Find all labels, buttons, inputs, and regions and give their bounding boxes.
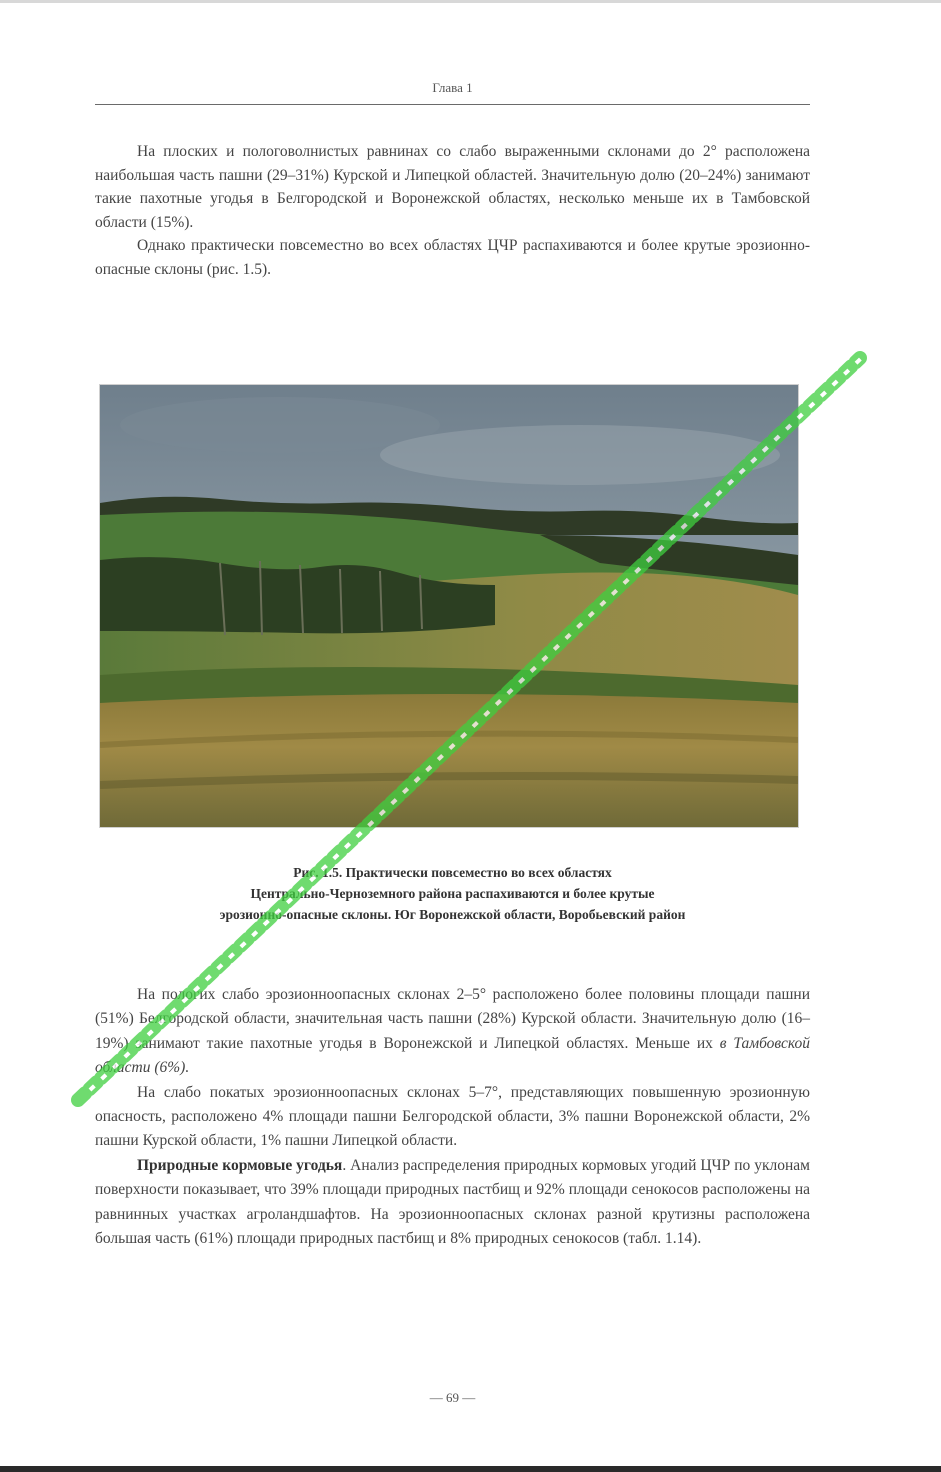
text-block-top <box>95 140 810 282</box>
caption-line: эрозионно-опасные склоны. Юг Воронежской области, Воробьевский район <box>219 907 686 922</box>
text-block-bottom <box>95 983 810 1251</box>
caption-line: Рис. 1.5. Практически повсеместно во всех областях <box>293 865 612 880</box>
paragraph-bold-lead: Природные кормовые угодья <box>137 1156 343 1174</box>
page-edge-bottom <box>0 1466 941 1472</box>
page-number: — 69 — <box>429 1390 476 1405</box>
header-rule <box>95 104 810 105</box>
landscape-photo <box>100 385 798 827</box>
paragraph: На плоских и пологоволнистых равнинах со слабо выраженными склонами до 2° расположена наибольшая часть пашни (29–31%) Курской и Липецкой областей. Значительную долю (20–24%) занимают такие пахотные угодья в Белгородской и Воронежской областях, несколько меньше их в Тамбовской области (15%). <box>95 143 810 231</box>
landscape-photo-graphic <box>100 385 798 827</box>
page-edge-top <box>0 0 941 3</box>
paragraph-text: На пологих слабо эрозионноопасных склонах 2–5° расположено более половины площади пашни (51%) Белгородской области, значительная часть пашни (28%) Курской области. Значительную долю (16–19%) занимают такие пахотные угодья в Воронежской и Липецкой областях. Меньше их <box>95 986 810 1052</box>
caption-line: Центрально-Черноземного района распахиваются и более крутые <box>250 886 655 901</box>
paragraph <box>95 1154 810 1252</box>
paragraph-italic-text: в Тамбовской области (6%). <box>95 1034 810 1077</box>
paragraph-text: . Анализ распределения природных кормовых угодий ЦЧР по уклонам поверхности показывает, что 39% площади природных пастбищ и 92% площади сенокосов расположены на равнинных участках агроландшафтов. На эрозионноопасных склонах разной крутизны расположена большая часть (61%) площади природных пастбищ и 8% природных сенокосов (табл. 1.14). <box>95 1156 810 1248</box>
paragraph <box>95 983 810 1081</box>
figure-caption <box>95 862 810 925</box>
paragraph: Однако практически повсеместно во всех областях ЦЧР распахиваются и более крутые эрозионно-опасные склоны (рис. 1.5). <box>95 237 810 278</box>
paragraph: На слабо покатых эрозионноопасных склонах 5–7°, представляющих повышенную эрозионную опасность, расположено 4% площади пашни Белгородской области, 3% пашни Воронежской области, 2% пашни Курской области, 1% пашни Липецкой области. <box>95 1083 810 1150</box>
running-head: Глава 1 <box>432 80 473 95</box>
